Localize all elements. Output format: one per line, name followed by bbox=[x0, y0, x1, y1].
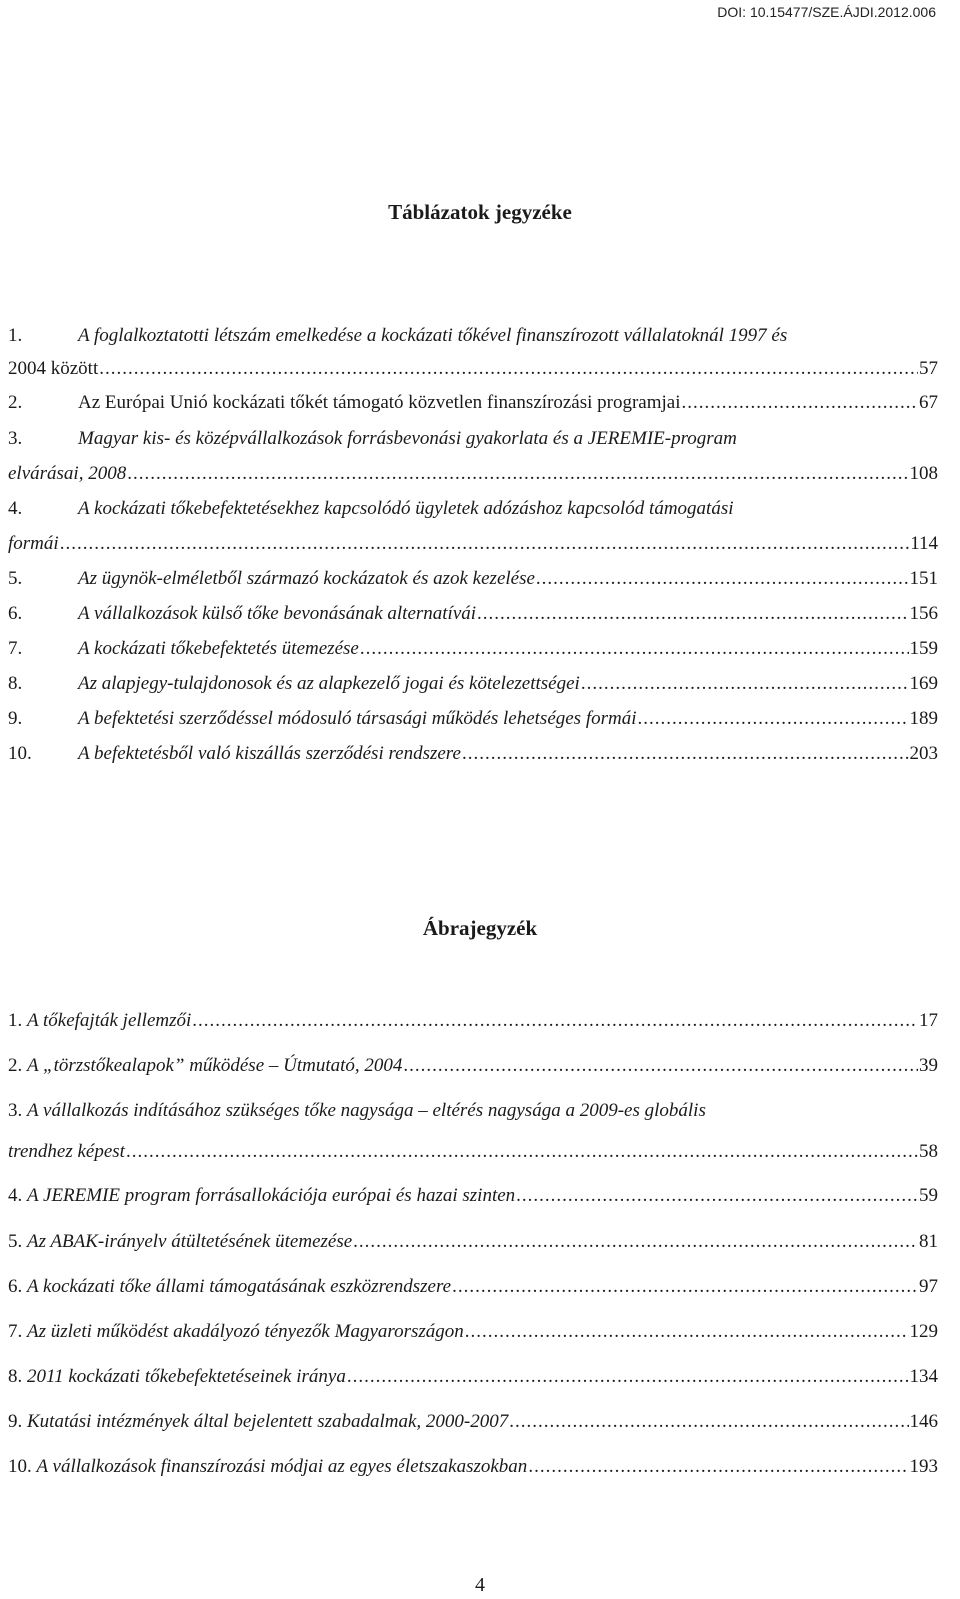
table-entry-2[interactable] bbox=[8, 392, 938, 422]
dot-leader bbox=[465, 1321, 909, 1343]
table-entry-1-line2[interactable] bbox=[8, 358, 938, 388]
entry-page: 159 bbox=[909, 638, 938, 659]
entry-number: 9. bbox=[8, 1411, 23, 1432]
entry-title: A JEREMIE program forrásallokációja európai és hazai szinten bbox=[27, 1185, 516, 1206]
entry-page: 59 bbox=[919, 1185, 938, 1206]
entry-number: 2. bbox=[8, 392, 23, 413]
figure-entry-3-line1[interactable] bbox=[8, 1100, 938, 1130]
dot-leader bbox=[99, 358, 918, 380]
entry-page: 146 bbox=[909, 1411, 938, 1432]
figure-entry-6[interactable] bbox=[8, 1276, 938, 1306]
entry-title: Az üzleti működést akadályozó tényezők Magyarországon bbox=[27, 1321, 464, 1342]
figure-entry-3-line2[interactable] bbox=[8, 1141, 938, 1171]
entry-title: A vállalkozás indításához szükséges tőke nagysága – eltérés nagysága a 2009-es globális bbox=[27, 1100, 706, 1121]
entry-title: A befektetésből való kiszállás szerződési rendszere bbox=[78, 743, 461, 764]
entry-page: 189 bbox=[909, 708, 938, 729]
dot-leader bbox=[516, 1185, 918, 1207]
dot-leader bbox=[192, 1010, 918, 1032]
dot-leader bbox=[353, 1231, 918, 1253]
entry-title: Az Európai Unió kockázati tőkét támogató közvetlen finanszírozási programjai bbox=[78, 392, 681, 413]
table-entry-6[interactable] bbox=[8, 603, 938, 633]
figure-entry-4[interactable] bbox=[8, 1185, 938, 1215]
entry-number: 10. bbox=[8, 743, 32, 764]
dot-leader bbox=[403, 1055, 918, 1077]
tables-heading: Táblázatok jegyzéke bbox=[388, 200, 572, 224]
doi-header: DOI: 10.15477/SZE.ÁJDI.2012.006 bbox=[717, 4, 936, 20]
entry-page: 114 bbox=[910, 533, 938, 554]
entry-title: A vállalkozások finanszírozási módjai az egyes életszakaszokban bbox=[36, 1456, 528, 1477]
table-entry-5[interactable] bbox=[8, 568, 938, 598]
entry-title: A „törzstőkealapok” működése – Útmutató, 2004 bbox=[27, 1055, 403, 1076]
entry-number: 7. bbox=[8, 638, 23, 659]
entry-number: 4. bbox=[8, 498, 23, 519]
dot-leader bbox=[477, 603, 908, 625]
entry-number: 3. bbox=[8, 1100, 23, 1121]
entry-number: 1. bbox=[8, 1010, 23, 1031]
table-entry-8[interactable] bbox=[8, 673, 938, 703]
entry-number: 8. bbox=[8, 1366, 23, 1387]
figure-entry-1[interactable] bbox=[8, 1010, 938, 1040]
entry-number: 4. bbox=[8, 1185, 23, 1206]
entry-title-cont: 2004 között bbox=[8, 358, 99, 379]
table-entry-4-line1[interactable] bbox=[8, 498, 938, 528]
dot-leader bbox=[536, 568, 909, 590]
figure-entry-9[interactable] bbox=[8, 1411, 938, 1441]
entry-page: 58 bbox=[919, 1141, 938, 1162]
table-entry-3-line2[interactable] bbox=[8, 463, 938, 493]
entry-number: 3. bbox=[8, 428, 23, 449]
figure-entry-7[interactable] bbox=[8, 1321, 938, 1351]
entry-title-cont: elvárásai, 2008 bbox=[8, 463, 127, 484]
entry-number: 5. bbox=[8, 568, 23, 589]
dot-leader bbox=[509, 1411, 908, 1433]
entry-page: 129 bbox=[909, 1321, 938, 1342]
dot-leader bbox=[581, 673, 909, 695]
dot-leader bbox=[682, 392, 918, 414]
entry-page: 17 bbox=[919, 1010, 938, 1031]
entry-page: 108 bbox=[909, 463, 938, 484]
entry-number: 1. bbox=[8, 325, 23, 346]
dot-leader bbox=[126, 1141, 918, 1163]
dot-leader bbox=[360, 638, 909, 660]
entry-number: 2. bbox=[8, 1055, 23, 1076]
dot-leader bbox=[347, 1366, 909, 1388]
dot-leader bbox=[452, 1276, 918, 1298]
entry-title-cont: formái bbox=[8, 533, 59, 554]
entry-title: A kockázati tőkebefektetés ütemezése bbox=[78, 638, 359, 659]
entry-title: A foglalkoztatotti létszám emelkedése a kockázati tőkével finanszírozott vállalatoknál 1997 és bbox=[78, 325, 788, 346]
table-entry-7[interactable] bbox=[8, 638, 938, 668]
figure-entry-5[interactable] bbox=[8, 1231, 938, 1261]
entry-page: 57 bbox=[919, 358, 938, 379]
entry-page: 97 bbox=[919, 1276, 938, 1297]
entry-title-cont: trendhez képest bbox=[8, 1141, 125, 1162]
entry-page: 81 bbox=[919, 1231, 938, 1252]
entry-page: 67 bbox=[919, 392, 938, 413]
entry-page: 134 bbox=[909, 1366, 938, 1387]
entry-page: 169 bbox=[909, 673, 938, 694]
dot-leader bbox=[127, 463, 908, 485]
dot-leader bbox=[638, 708, 909, 730]
entry-page: 39 bbox=[919, 1055, 938, 1076]
entry-title: Magyar kis- és középvállalkozások forrásbevonási gyakorlata és a JEREMIE-program bbox=[78, 428, 737, 449]
entry-page: 203 bbox=[909, 743, 938, 764]
entry-title: A befektetési szerződéssel módosuló társasági működés lehetséges formái bbox=[78, 708, 637, 729]
entry-page: 151 bbox=[909, 568, 938, 589]
table-entry-4-line2[interactable] bbox=[8, 533, 938, 563]
table-entry-3-line1[interactable] bbox=[8, 428, 938, 458]
entry-page: 193 bbox=[909, 1456, 938, 1477]
table-entry-1-line1[interactable] bbox=[8, 325, 938, 355]
entry-title: A kockázati tőkebefektetésekhez kapcsolódó ügyletek adózáshoz kapcsolód támogatási bbox=[78, 498, 734, 519]
dot-leader bbox=[60, 533, 910, 555]
figure-entry-8[interactable] bbox=[8, 1366, 938, 1396]
entry-number: 6. bbox=[8, 603, 23, 624]
entry-title: Az ABAK-irányelv átültetésének ütemezése bbox=[27, 1231, 353, 1252]
figure-entry-10[interactable] bbox=[8, 1456, 938, 1486]
entry-number: 7. bbox=[8, 1321, 23, 1342]
entry-title: A vállalkozások külső tőke bevonásának alternatívái bbox=[78, 603, 477, 624]
table-entry-9[interactable] bbox=[8, 708, 938, 738]
entry-title: Az ügynök-elméletből származó kockázatok és azok kezelése bbox=[78, 568, 535, 589]
entry-title: A tőkefajták jellemzői bbox=[27, 1010, 192, 1031]
entry-title: Kutatási intézmények által bejelentett szabadalmak, 2000-2007 bbox=[27, 1411, 509, 1432]
entry-number: 5. bbox=[8, 1231, 23, 1252]
entry-page: 156 bbox=[909, 603, 938, 624]
dot-leader bbox=[528, 1456, 908, 1478]
entry-title: 2011 kockázati tőkebefektetéseinek iránya bbox=[27, 1366, 346, 1387]
entry-number: 6. bbox=[8, 1276, 23, 1297]
figure-entry-2[interactable] bbox=[8, 1055, 938, 1085]
page-number: 4 bbox=[475, 1574, 485, 1596]
entry-number: 10. bbox=[8, 1456, 32, 1477]
entry-number: 8. bbox=[8, 673, 23, 694]
figures-heading: Ábrajegyzék bbox=[422, 916, 538, 940]
table-entry-10[interactable] bbox=[8, 743, 938, 773]
entry-number: 9. bbox=[8, 708, 23, 729]
entry-title: Az alapjegy-tulajdonosok és az alapkezelő jogai és kötelezettségei bbox=[78, 673, 580, 694]
entry-title: A kockázati tőke állami támogatásának eszközrendszere bbox=[27, 1276, 452, 1297]
dot-leader bbox=[462, 743, 909, 765]
